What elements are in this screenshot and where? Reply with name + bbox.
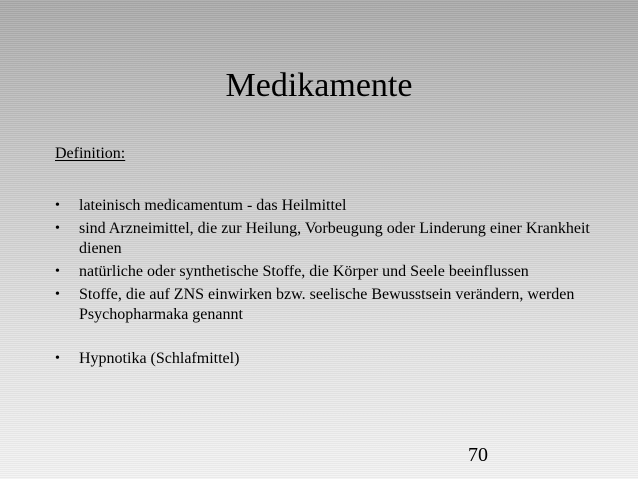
bullet-text: Hypnotika (Schlafmittel) xyxy=(79,350,240,367)
bullet-item xyxy=(55,219,595,259)
bullet-item xyxy=(55,196,595,216)
bullet-text: Stoffe, die auf ZNS einwirken bzw. seelische Bewusstsein verändern, werden Psychopharmaka genannt xyxy=(79,286,575,323)
bullet-icon: • xyxy=(55,264,60,279)
page-number: 70 xyxy=(468,444,488,466)
bullet-icon: • xyxy=(55,351,60,366)
bullet-icon: • xyxy=(55,287,60,302)
bullet-list xyxy=(55,196,595,372)
bullet-text: lateinisch medicamentum - das Heilmittel xyxy=(79,197,347,214)
bullet-item xyxy=(55,285,595,325)
slide-title: Medikamente xyxy=(225,67,413,104)
definition-label: Definition: xyxy=(55,145,126,162)
bullet-icon: • xyxy=(55,221,60,236)
bullet-text: sind Arzneimittel, die zur Heilung, Vorbeugung oder Linderung einer Krankheit dienen xyxy=(79,220,590,257)
bullet-item xyxy=(55,262,595,282)
bullet-item xyxy=(55,349,595,369)
bullet-icon: • xyxy=(55,198,60,213)
bullet-text: natürliche oder synthetische Stoffe, die Körper und Seele beeinflussen xyxy=(79,263,529,280)
